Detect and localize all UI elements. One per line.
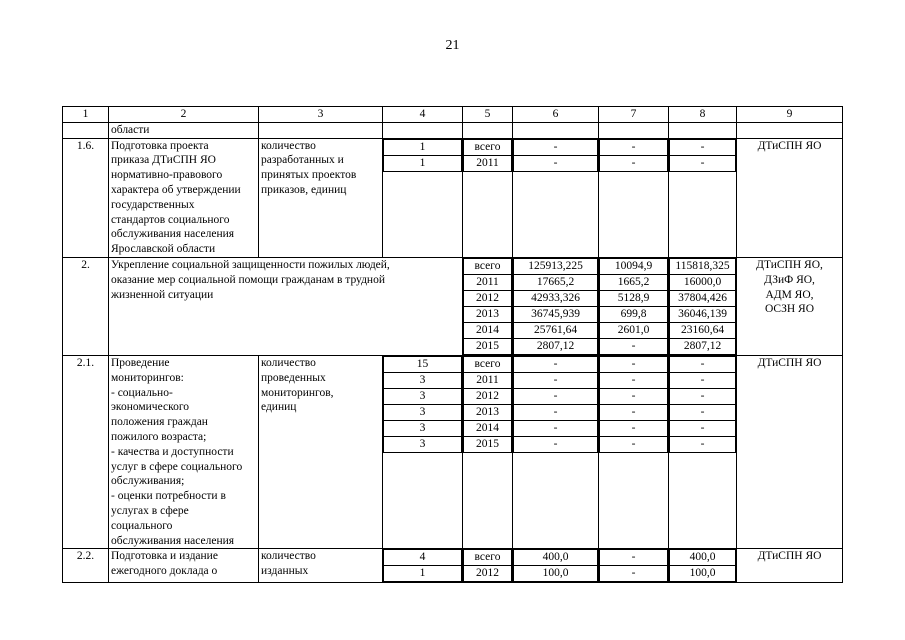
- funding-federal: -: [600, 566, 668, 582]
- header-col-1: 1: [63, 107, 109, 123]
- table-row: [63, 355, 843, 548]
- funding-total: -: [514, 388, 598, 404]
- funding-total: 125913,225: [514, 258, 598, 274]
- table-row: [63, 257, 843, 355]
- row-number: 2.1.: [63, 355, 109, 548]
- funding-federal: -: [600, 338, 668, 354]
- row-number: 2.: [63, 257, 109, 355]
- funding-federal: -: [600, 139, 668, 155]
- funding-regional: -: [670, 139, 736, 155]
- indicator-value: 1: [384, 155, 462, 171]
- row-number: 2.2.: [63, 549, 109, 583]
- funding-regional: 2807,12: [670, 338, 736, 354]
- header-col-5: 5: [463, 107, 513, 123]
- row-description: Подготовка и издание ежегодного доклада о: [109, 549, 259, 583]
- period-label: всего: [464, 550, 512, 566]
- header-col-2: 2: [109, 107, 259, 123]
- indicator-value: 3: [384, 436, 462, 452]
- row-executor: ДТиСПН ЯО, ДЗиФ ЯО, АДМ ЯО, ОСЗН ЯО: [737, 257, 843, 355]
- row-executor: ДТиСПН ЯО: [737, 355, 843, 548]
- funding-regional: -: [670, 436, 736, 452]
- funding-federal: -: [600, 356, 668, 372]
- funding-total: -: [514, 420, 598, 436]
- funding-federal: -: [600, 388, 668, 404]
- period-label: 2015: [464, 338, 512, 354]
- continuation-row: [63, 122, 843, 138]
- header-col-9: 9: [737, 107, 843, 123]
- funding-total: 400,0: [514, 550, 598, 566]
- funding-federal: 2601,0: [600, 322, 668, 338]
- table-row: [63, 549, 843, 583]
- period-label: 2013: [464, 306, 512, 322]
- funding-regional: 100,0: [670, 566, 736, 582]
- funding-federal: 699,8: [600, 306, 668, 322]
- header-row: [63, 107, 843, 123]
- period-label: всего: [464, 258, 512, 274]
- funding-total: 17665,2: [514, 274, 598, 290]
- funding-regional: 115818,325: [670, 258, 736, 274]
- funding-federal: -: [600, 404, 668, 420]
- funding-regional: 36046,139: [670, 306, 736, 322]
- funding-federal: -: [600, 550, 668, 566]
- funding-total: -: [514, 404, 598, 420]
- row-number: 1.6.: [63, 138, 109, 257]
- funding-total: 36745,939: [514, 306, 598, 322]
- row-indicator: количество разработанных и принятых проектов приказов, единиц: [259, 138, 383, 257]
- period-label: 2011: [464, 274, 512, 290]
- indicator-value: 15: [384, 356, 462, 372]
- indicator-value: 3: [384, 404, 462, 420]
- funding-federal: 5128,9: [600, 290, 668, 306]
- period-label: 2014: [464, 322, 512, 338]
- funding-total: 25761,64: [514, 322, 598, 338]
- funding-regional: -: [670, 372, 736, 388]
- funding-federal: -: [600, 372, 668, 388]
- program-table: [62, 106, 843, 583]
- header-col-3: 3: [259, 107, 383, 123]
- row-executor: ДТиСПН ЯО: [737, 549, 843, 583]
- indicator-value: 4: [384, 550, 462, 566]
- indicator-value: 3: [384, 372, 462, 388]
- funding-regional: -: [670, 356, 736, 372]
- row-description: Подготовка проекта приказа ДТиСПН ЯО нормативно-правового характера об утверждении государственных стандартов социального обслуживания населения Ярославской области: [109, 138, 259, 257]
- funding-total: 2807,12: [514, 338, 598, 354]
- funding-total: -: [514, 356, 598, 372]
- period-label: 2011: [464, 372, 512, 388]
- indicator-value: 1: [384, 139, 462, 155]
- funding-total: -: [514, 155, 598, 171]
- funding-regional: 16000,0: [670, 274, 736, 290]
- period-label: всего: [464, 356, 512, 372]
- funding-regional: 400,0: [670, 550, 736, 566]
- row-executor: ДТиСПН ЯО: [737, 138, 843, 257]
- row-description: Укрепление социальной защищенности пожилых людей, оказание мер социальной помощи гражданам в трудной жизненной ситуации: [109, 257, 463, 355]
- funding-total: -: [514, 372, 598, 388]
- funding-federal: 1665,2: [600, 274, 668, 290]
- period-label: 2012: [464, 388, 512, 404]
- funding-regional: -: [670, 404, 736, 420]
- funding-regional: -: [670, 155, 736, 171]
- period-label: 2014: [464, 420, 512, 436]
- funding-total: -: [514, 139, 598, 155]
- funding-total: 42933,326: [514, 290, 598, 306]
- period-label: 2015: [464, 436, 512, 452]
- row-indicator: количество проведенных мониторингов, единиц: [259, 355, 383, 548]
- header-col-7: 7: [599, 107, 669, 123]
- funding-total: -: [514, 436, 598, 452]
- indicator-value: 1: [384, 566, 462, 582]
- funding-total: 100,0: [514, 566, 598, 582]
- header-col-8: 8: [669, 107, 737, 123]
- period-label: 2012: [464, 566, 512, 582]
- header-col-6: 6: [513, 107, 599, 123]
- funding-regional: 23160,64: [670, 322, 736, 338]
- funding-federal: 10094,9: [600, 258, 668, 274]
- funding-federal: -: [600, 420, 668, 436]
- funding-regional: -: [670, 388, 736, 404]
- period-label: всего: [464, 139, 512, 155]
- period-label: 2013: [464, 404, 512, 420]
- continuation-text: области: [109, 122, 259, 138]
- indicator-value: 3: [384, 388, 462, 404]
- funding-federal: -: [600, 436, 668, 452]
- funding-regional: 37804,426: [670, 290, 736, 306]
- indicator-value: 3: [384, 420, 462, 436]
- row-indicator: количество изданных: [259, 549, 383, 583]
- period-label: 2011: [464, 155, 512, 171]
- header-col-4: 4: [383, 107, 463, 123]
- row-description: Проведение мониторингов: - социально- экономического положения граждан пожилого возраста; - качества и доступности услуг в сфере социального обслуживания; - оценки потребности в услугах в сфере социального обслуживания населения: [109, 355, 259, 548]
- table-row: [63, 138, 843, 257]
- period-label: 2012: [464, 290, 512, 306]
- page-number: 21: [445, 38, 460, 53]
- funding-regional: -: [670, 420, 736, 436]
- funding-federal: -: [600, 155, 668, 171]
